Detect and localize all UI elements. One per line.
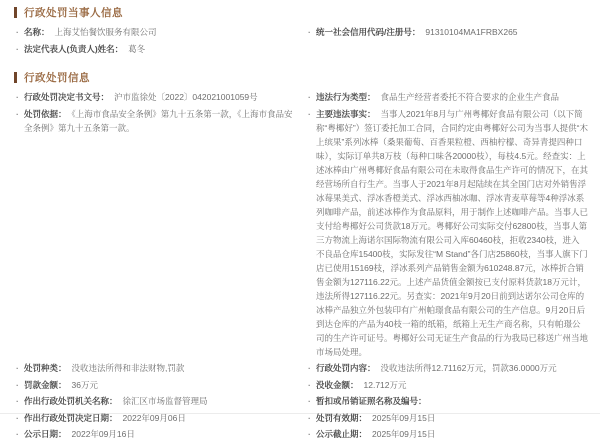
field-legal-representative [14,42,306,56]
field-confiscation-amount [306,378,588,392]
field-value: 2022年09月16日 [71,429,135,439]
field-label: 主要违法事实： [316,108,376,119]
field-publication-end-date [306,427,588,441]
party-fields [14,25,588,58]
field-label: 罚款金额： [24,379,67,390]
field-value: 2022年09月06日 [122,412,186,423]
field-penalty-authority [14,394,306,408]
field-violation-type [306,90,588,104]
field-value: 当事人2021年8月与广州粤椰好食品有限公司（以下简称“粤椰好”）签订委托加工合同，合同约定由粤椰好公司为当事人提供“木上缤果”系列冰棒（桑果葡萄、百香果粒橙、西柚柠檬、奇异青提四种口味），实际订单共8万枝（每种口味各20000枝），每枝4.5元。经查实：上述冰棒由广州粤椰好食品有限公司在未取得食品生产许可的情况下，在其经营场所自行生产。当事人于2021年8月起陆续在其全国门店对外销售浮冰莓果美式、浮冰香橙美式、浮冰西柚冰咖、浮冰青麦草莓等4种浮冰系列咖啡产品，前述冰棒作为食品原料，用于制作上述咖啡产品。当事人已支付给粤椰好公司货款18万元。粤椰好公司实际交付62800枝，当事人第三方物流上海诺尔国际物流有限公司入库60460枝，拒收2340枝，进入不良品仓库15400枝，实际发往“M Stand”各门店25860枝，当事人旗下门店已使用15169枝，浮冰系列产品销售金额为610248.87元，冰棒折合销售金额为127116.22元。上述产品货值金额按已支付原料货款18万元计，违法所得127116.22元。另查实：2021年9月20日前到达诺尔公司仓库的冰棒产品独立外包装印有广州帕璟食品有限公司的生产信息。9月20日后到达仓库的产品为40枝一箱的纸箱，纸箱上无生产商名称，只有帕璟公司的生产许可证号。粤椰好公司无证生产食品的行为我局已移送广州当地市场局处理。 [316,108,589,357]
field-label: 行政处罚决定书文号： [24,92,110,102]
field-fine-amount [14,378,306,392]
field-label: 暂扣或吊销证照名称及编号： [316,396,427,406]
penalty-fields [14,90,588,444]
field-label: 行政处罚内容： [316,363,376,373]
field-label: 名称： [24,27,50,37]
field-license-revocation [306,394,588,408]
field-label: 统一社会信用代码/注册号： [316,27,421,37]
field-company-name [14,25,306,39]
field-penalty-type [14,361,306,375]
field-label: 没收金额： [316,379,359,390]
field-decision-doc-no [14,90,306,104]
field-label: 作出行政处罚机关名称： [24,396,118,406]
penalty-section-header [14,70,588,84]
penalty-section-title: 行政处罚信息 [24,71,90,84]
field-penalty-content [306,361,588,375]
section-marker-bar [14,7,17,18]
party-section-title: 行政处罚当事人信息 [24,6,123,19]
field-publication-date [14,427,306,441]
field-label: 处罚种类： [24,363,67,373]
party-section-header [14,5,588,19]
field-value: 上海艾怡餐饮服务有限公司 [54,27,157,37]
field-label: 公示日期： [24,429,67,439]
field-value: 2025年09月15日 [372,412,436,423]
field-label: 公示截止期： [316,429,368,439]
field-validity-date [306,411,588,425]
field-value: 91310104MA1FRBX265 [425,27,518,37]
field-value: 没收违法所得12.71162万元，罚款36.0000万元 [380,363,557,373]
field-label: 违法行为类型： [316,92,376,102]
field-value: 2025年09月15日 [372,429,436,439]
field-value: 葛冬 [128,43,146,54]
field-main-violation-facts [306,107,588,359]
field-value: 食品生产经营者委托不符合要求的企业生产食品 [380,92,560,102]
field-label: 处罚依据： [24,108,67,119]
field-value: 12.712万元 [363,379,407,390]
field-credit-code [306,25,588,39]
section-marker-bar [14,72,17,83]
field-value: 徐汇区市场监督管理局 [122,396,208,406]
field-penalty-basis [14,107,306,135]
party-info-section [14,5,588,58]
field-label: 作出行政处罚决定日期： [24,412,118,423]
field-value: 《上海市食品安全条例》第九十五条第一款，《上海市食品安全条例》第九十五条第一款。 [24,108,293,133]
field-value: 没收违法所得和非法财物,罚款 [71,363,185,373]
penalty-info-section [14,70,588,444]
field-decision-date [14,411,306,425]
field-label: 处罚有效期： [316,412,368,423]
field-label: 法定代表人(负责人)姓名： [24,43,124,54]
field-value: 36万元 [71,379,98,390]
field-value: 沪市监徐处〔2022〕042021001059号 [114,92,258,102]
